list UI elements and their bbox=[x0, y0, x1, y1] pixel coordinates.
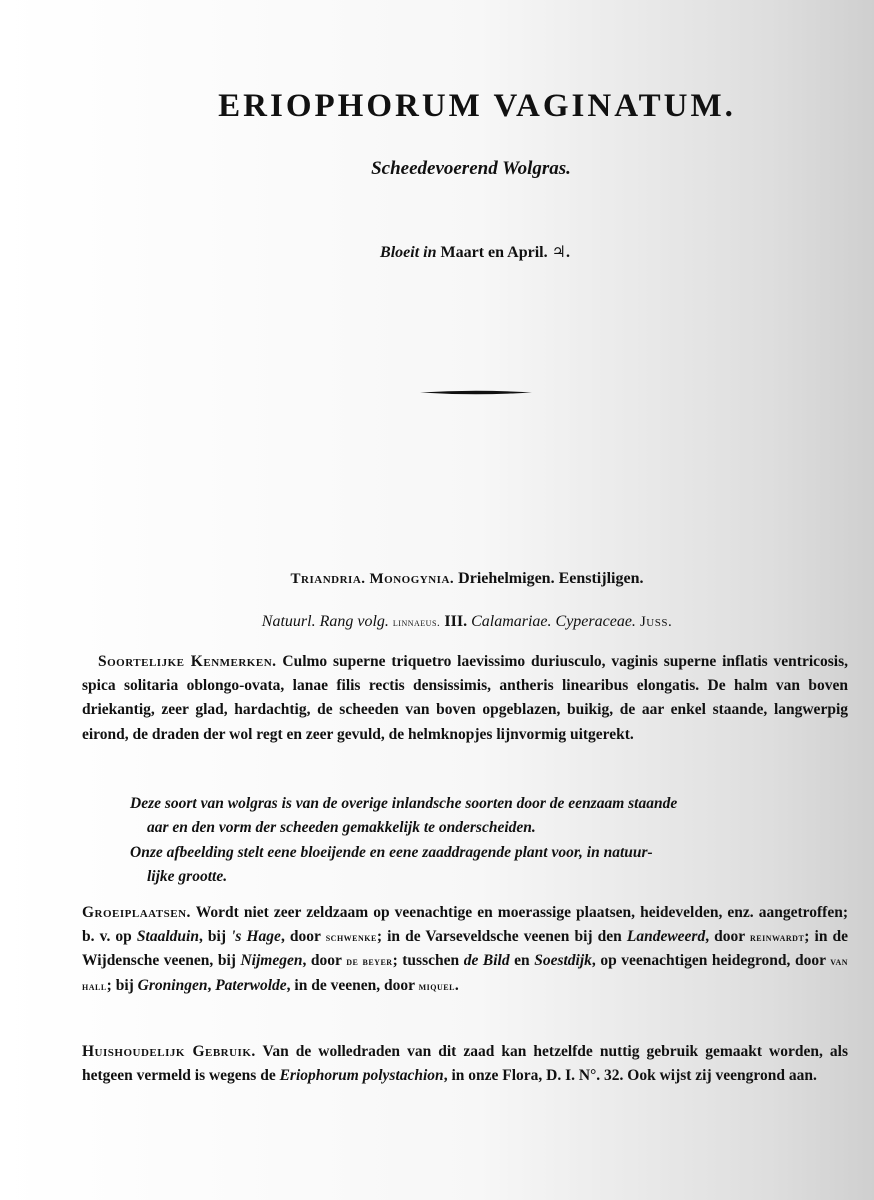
rank-author: Juss. bbox=[639, 614, 673, 630]
rank-groups: Calamariae. Cyperaceae. bbox=[471, 613, 636, 630]
habitat-text: , op veenachtigen heidegrond, door bbox=[591, 952, 826, 970]
characteristics-paragraph bbox=[82, 650, 848, 747]
flowering-period bbox=[38, 242, 874, 262]
place-name: 's Hage bbox=[231, 928, 281, 946]
habitat-text: , in de veenen, door bbox=[286, 976, 415, 994]
collector-name: miquel bbox=[418, 978, 455, 993]
bloom-label: Bloeit in bbox=[380, 244, 437, 261]
rank-authority: linnaeus. bbox=[392, 615, 441, 629]
habitat-text: ; in de Wijdensche veenen, bij bbox=[82, 928, 849, 970]
habitat-text: , bij bbox=[198, 928, 226, 946]
note1-line1: Deze soort van wolgras is van de overige inlandsche soorten door de eenzaam staande bbox=[130, 795, 678, 812]
species-title: ERIOPHORUM VAGINATUM. bbox=[218, 88, 736, 124]
place-name: Groningen bbox=[137, 976, 208, 994]
rank-label: Natuurl. Rang volg. bbox=[261, 613, 389, 630]
perennial-symbol: ♃. bbox=[551, 244, 570, 261]
decorative-divider bbox=[420, 390, 532, 395]
habitat-paragraph bbox=[82, 901, 848, 998]
dutch-name: Scheedevoerend Wolgras. bbox=[371, 158, 571, 179]
rank-number: III. bbox=[444, 613, 468, 630]
habitat-text: , door bbox=[705, 928, 745, 946]
usage-text: Van de wolledraden van dit zaad kan hetzelfde nuttig gebruik gemaakt worden, als hetgeen vermeld is wegens de bbox=[82, 1043, 848, 1085]
characteristics-heading: Soortelijke Kenmerken. bbox=[98, 653, 277, 670]
linnaean-class bbox=[30, 570, 874, 588]
habitat-text: en bbox=[514, 952, 530, 970]
habitat-text: Wordt niet zeer zeldzaam op veenachtige en moerassige plaatsen, heidevelden, enz. aangetroffen; b. v. op bbox=[82, 904, 848, 946]
collector-name: van hall bbox=[82, 954, 849, 993]
usage-paragraph bbox=[82, 1040, 848, 1088]
collector-name: reinwardt bbox=[750, 930, 805, 945]
habitat-text: ; bij bbox=[106, 976, 134, 994]
note2-line1: Onze afbeelding stelt eene bloeijende en eene zaaddragende plant voor, in natuur- bbox=[130, 844, 653, 861]
characteristics-latin: Culmo superne triquetro laevissimo duriusculo, vaginis superne inflatis ventricosis, spica solitaria oblongo-ovata, lanae filis rectis densissimis, antheris linearibus elongatis. bbox=[82, 653, 849, 695]
place-name: Landeweerd bbox=[626, 928, 706, 946]
habitat-text: , bbox=[207, 976, 212, 994]
usage-heading: Huishoudelijk Gebruik. bbox=[82, 1043, 256, 1060]
place-name: Staalduin bbox=[136, 928, 199, 946]
note-distinguishing bbox=[130, 792, 840, 840]
place-name: Soestdijk bbox=[534, 952, 592, 970]
habitat-text: , door bbox=[302, 952, 342, 970]
class-name: Triandria. bbox=[290, 571, 366, 587]
habitat-text: ; in de Varseveldsche veenen bij den bbox=[376, 928, 622, 946]
characteristics-dutch: De halm van boven driekantig, zeer glad, hardachtig, de scheeden van boven opgeblazen, buikig, de aar enkel staande, langwerpig eirond, de draden der wol regt en zeer gevuld, de helmknopjes lijnvormig uitgerekt. bbox=[82, 677, 849, 743]
place-name: de Bild bbox=[463, 952, 510, 970]
bloom-time: Maart en April. bbox=[440, 244, 548, 261]
natural-rank bbox=[30, 613, 874, 631]
collector-name: schwenke bbox=[325, 930, 377, 945]
note1-line2: aar en den vorm der scheeden gemakkelijk te onderscheiden. bbox=[147, 819, 536, 837]
collector-name: de beyer bbox=[346, 954, 393, 969]
habitat-text: ; tusschen bbox=[392, 952, 460, 970]
place-name: Nijmegen bbox=[240, 952, 303, 970]
note-illustration bbox=[130, 841, 840, 889]
place-name: Paterwolde bbox=[215, 976, 287, 994]
order-name: Monogynia. bbox=[369, 571, 455, 587]
habitat-text: . bbox=[454, 976, 459, 994]
species-reference: Eriophorum polystachion bbox=[279, 1067, 444, 1085]
dutch-class: Driehelmigen. Eenstijligen. bbox=[458, 570, 644, 587]
usage-text: , in onze Flora, D. I. N°. 32. Ook wijst zij veengrond aan. bbox=[443, 1067, 817, 1085]
note2-line2: lijke grootte. bbox=[147, 868, 228, 886]
habitat-text: , door bbox=[280, 928, 321, 946]
habitat-heading: Groeiplaatsen. bbox=[82, 904, 191, 921]
